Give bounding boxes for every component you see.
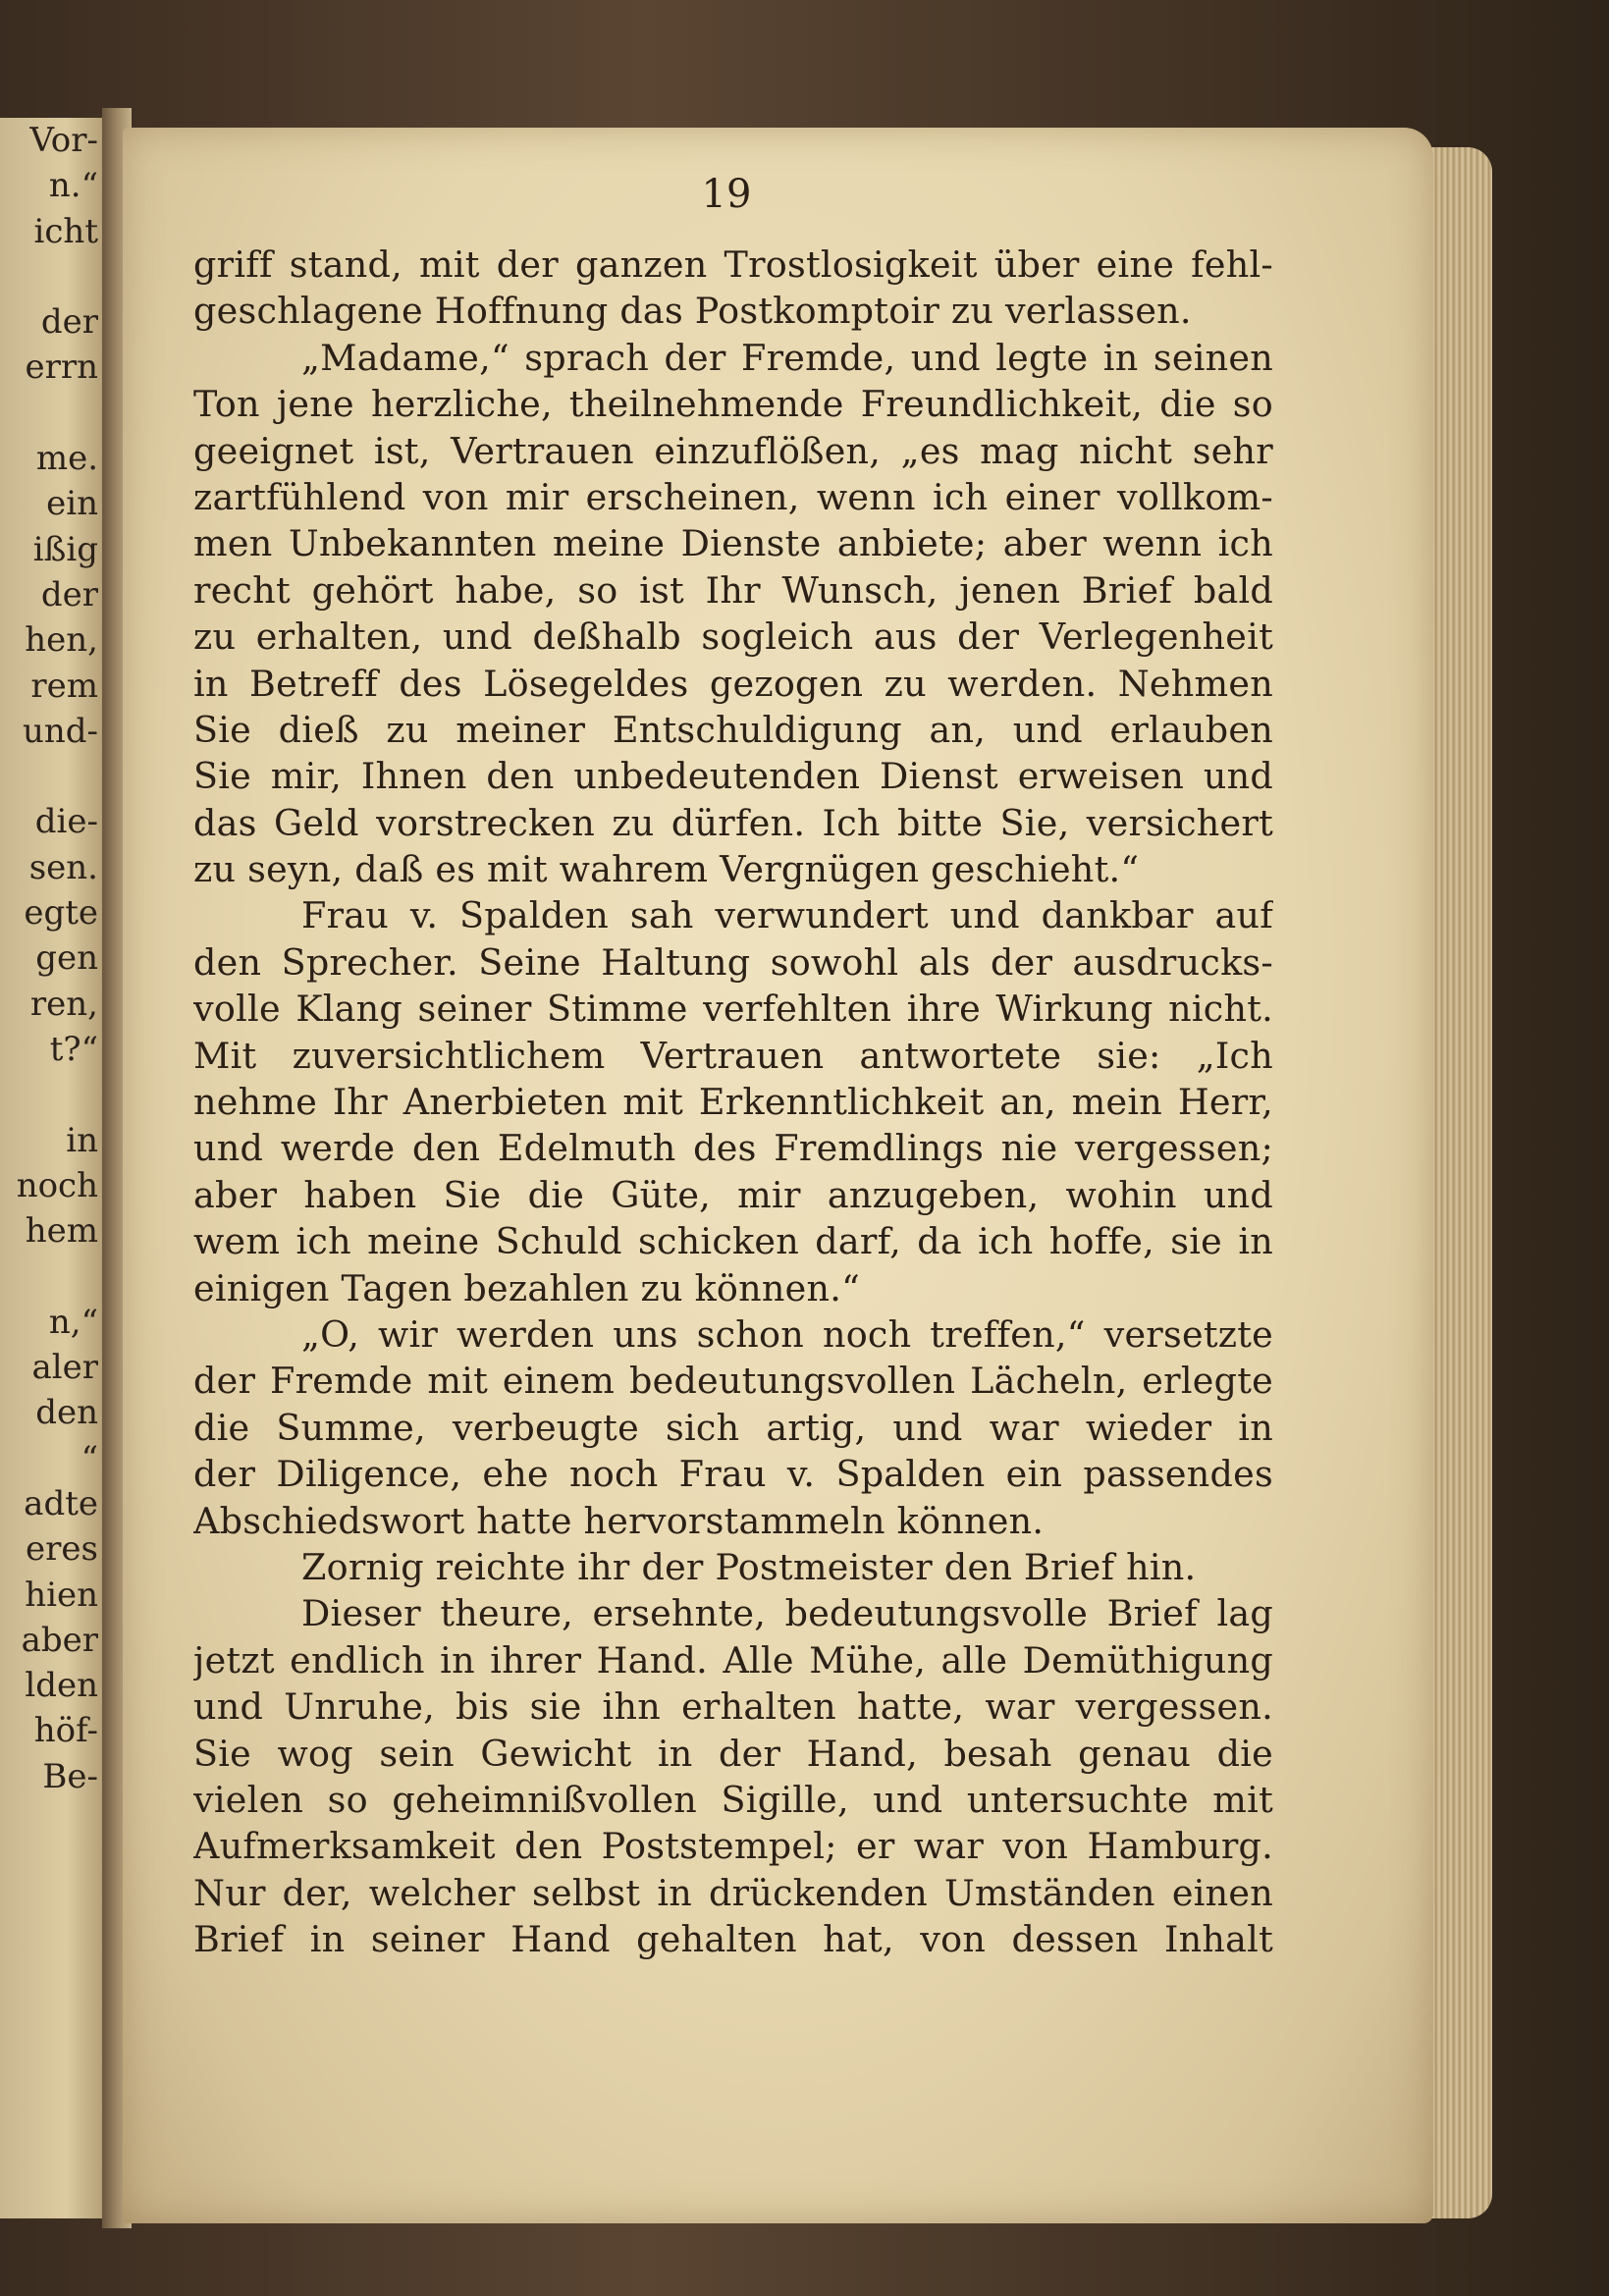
prev-line: lden [25, 1666, 98, 1706]
text-line: Nur der, welcher selbst in drückenden Umständen einen [193, 1871, 1273, 1914]
text-line: recht gehört habe, so ist Ihr Wunsch, jenen Brief bald [193, 568, 1273, 612]
prev-line [0, 754, 102, 799]
prev-line [0, 1072, 102, 1117]
text-line: der Fremde mit einem bedeutungsvollen Lächeln, erlegte [193, 1360, 1273, 1403]
text-line: der Diligence, ehe noch Frau v. Spalden ein passendes [193, 1453, 1273, 1496]
text-line: Sie wog sein Gewicht in der Hand, besah genau die [193, 1732, 1273, 1775]
prev-line: die- [34, 802, 98, 842]
prev-line: der [40, 574, 98, 614]
prev-line: n.“ [48, 166, 98, 206]
text-line: wem ich meine Schuld schicken darf, da ich hoffe, sie in [193, 1220, 1273, 1263]
prev-line: t?“ [49, 1029, 98, 1069]
text-line: das Geld vorstrecken zu dürfen. Ich bitte Sie, versichert [193, 801, 1273, 844]
text-line: zu erhalten, und deßhalb sogleich aus der Verlegenheit [193, 615, 1273, 659]
prev-line: Vor- [29, 121, 98, 160]
prev-line: me. [35, 439, 98, 479]
prev-line: hem [25, 1211, 98, 1252]
prev-line: höf- [33, 1711, 98, 1751]
text-line: Frau v. Spalden sah verwundert und dankbar auf [301, 894, 1273, 937]
prev-line: sen. [28, 847, 98, 887]
text-line: „O, wir werden uns schon noch treffen,“ versetzte [301, 1312, 1273, 1356]
text-line: Zornig reichte ihr der Postmeister den Brief hin. [301, 1545, 1197, 1588]
text-line: den Sprecher. Seine Haltung sowohl als der ausdrucks- [193, 940, 1273, 984]
prev-line: Be- [42, 1756, 98, 1796]
text-line: geeignet ist, Vertrauen einzuflößen, „es mag nicht sehr [193, 429, 1273, 472]
text-line: und Unruhe, bis sie ihn erhalten hatte, war vergessen. [193, 1685, 1273, 1729]
previous-page-text [0, 118, 102, 1799]
text-line: und werde den Edelmuth des Fremdlings nie vergessen; [193, 1127, 1273, 1170]
text-line: zu seyn, daß es mit wahrem Vergnügen geschieht.“ [193, 848, 1140, 891]
prev-line: aber [21, 1620, 98, 1660]
prev-line: adte [24, 1483, 98, 1523]
text-line: Sie mir, Ihnen den unbedeutenden Dienst erweisen und [193, 755, 1273, 798]
prev-line: der [40, 302, 98, 343]
text-line: „Madame,“ sprach der Fremde, und legte in seinen [301, 336, 1273, 379]
text-line: Abschiedswort hatte hervorstammeln können. [193, 1499, 1045, 1542]
prev-line: egte [24, 893, 98, 934]
prev-line: aler [31, 1348, 98, 1388]
text-line: jetzt endlich in ihrer Hand. Alle Mühe, alle Demüthigung [193, 1638, 1273, 1682]
prev-line [0, 391, 102, 436]
prev-line: ißig [32, 529, 98, 569]
text-line: die Summe, verbeugte sich artig, und war wieder in [193, 1406, 1273, 1449]
text-line: griff stand, mit der ganzen Trostlosigkeit über eine fehl- [193, 243, 1273, 286]
prev-line: eres [26, 1529, 98, 1570]
text-line: nehme Ihr Anerbieten mit Erkenntlichkeit an, mein Herr, [193, 1081, 1273, 1124]
prev-line [0, 1254, 102, 1299]
prev-line: icht [33, 211, 98, 251]
prev-line [0, 254, 102, 299]
prev-line: ren, [29, 984, 98, 1024]
text-line: Dieser theure, ersehnte, bedeutungsvolle Brief lag [301, 1592, 1273, 1635]
prev-line: noch [16, 1165, 98, 1205]
text-line: vielen so geheimnißvollen Sigille, und untersuchte mit [193, 1778, 1273, 1821]
text-line: volle Klang seiner Stimme verfehlten ihre Wirkung nicht. [193, 988, 1273, 1031]
page-number: 19 [701, 172, 752, 217]
text-line: Brief in seiner Hand gehalten hat, von dessen Inhalt [193, 1918, 1273, 1961]
text-line: in Betreff des Lösegeldes gezogen zu werden. Nehmen [193, 662, 1273, 705]
prev-line: “ [80, 1438, 98, 1478]
prev-line: ein [46, 484, 98, 524]
text-line: Ton jene herzliche, theilnehmende Freundlichkeit, die so [193, 383, 1273, 426]
prev-line: rem [30, 666, 98, 706]
prev-line: in [66, 1120, 98, 1160]
prev-line: hen, [25, 620, 98, 661]
prev-line: n,“ [48, 1302, 98, 1342]
prev-line: gen [35, 938, 98, 979]
text-line: geschlagene Hoffnung das Postkomptoir zu verlassen. [193, 290, 1192, 333]
text-line: aber haben Sie die Güte, mir anzugeben, wohin und [193, 1173, 1273, 1216]
prev-line: hien [25, 1575, 98, 1615]
text-line: einigen Tagen bezahlen zu können.“ [193, 1266, 861, 1309]
text-line: Sie dieß zu meiner Entschuldigung an, und erlauben [193, 708, 1273, 751]
prev-line: und- [22, 711, 98, 751]
prev-line: den [35, 1393, 98, 1433]
prev-line: errn [25, 347, 98, 388]
text-line: Aufmerksamkeit den Poststempel; er war von Hamburg. [193, 1825, 1273, 1868]
text-line: men Unbekannten meine Dienste anbiete; aber wenn ich [193, 522, 1273, 565]
text-line: Mit zuversichtlichem Vertrauen antwortete sie: „Ich [193, 1034, 1273, 1077]
text-line: zartfühlend von mir erscheinen, wenn ich einer vollkom- [193, 475, 1273, 518]
body-text [193, 241, 1273, 1962]
